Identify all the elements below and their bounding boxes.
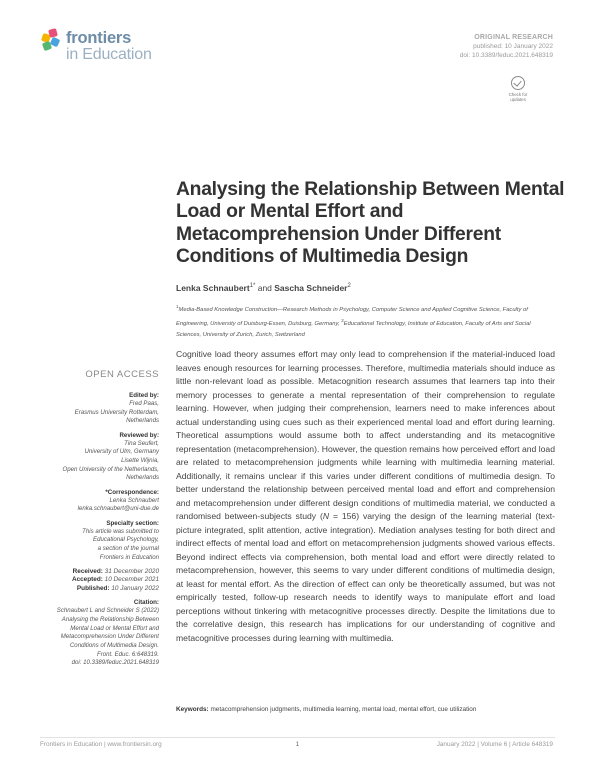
published-date-sidebar: Published: 10 January 2022 xyxy=(76,585,159,593)
reviewer-line: University of Ulm, Germany xyxy=(84,448,159,456)
editor-line: Fred Paas, xyxy=(129,400,159,407)
reviewer-line: Tina Seufert, xyxy=(124,439,159,447)
reviewer-line: Netherlands xyxy=(126,474,159,482)
author-1[interactable]: Lenka Schnaubert xyxy=(176,283,250,293)
specialty-line: This article was submitted to xyxy=(82,527,159,535)
citation-line: Schnaubert L and Schneider S (2022) xyxy=(56,607,159,615)
page-number: 1 xyxy=(295,741,300,748)
reviewed-by-heading: Reviewed by: xyxy=(119,431,159,439)
footer-divider xyxy=(40,737,555,738)
affiliations xyxy=(176,302,556,341)
check-for-updates-badge[interactable] xyxy=(503,76,533,106)
correspondence-heading: *Correspondence: xyxy=(105,488,159,496)
specialty-heading: Specialty section: xyxy=(106,519,159,527)
specialty-line: Frontiers in Education xyxy=(99,553,159,561)
check-updates-icon xyxy=(511,76,525,90)
received-date: Received: 31 December 2020 xyxy=(72,567,159,575)
correspondence-email[interactable]: lenka.schnaubert@uni-due.de xyxy=(77,505,159,513)
article-sidebar xyxy=(40,369,159,668)
editor-line: Erasmus University Rotterdam, xyxy=(74,408,159,416)
affiliation-2-sup: 2 xyxy=(341,317,344,323)
doi-link[interactable]: doi: 10.3389/feduc.2021.648319 xyxy=(459,52,553,59)
author-2[interactable]: Sascha Schneider xyxy=(274,283,348,293)
reviewer-line: Open University of the Netherlands, xyxy=(62,465,159,473)
specialty-line: a section of the journal xyxy=(97,544,159,552)
journal-name-line2: in Education xyxy=(66,46,152,63)
citation-line: Analysing the Relationship Between xyxy=(61,615,159,623)
edited-by-heading: Edited by: xyxy=(129,392,159,399)
correspondence-name: Lenka Schnaubert xyxy=(109,496,159,504)
open-access-label: OPEN ACCESS xyxy=(85,369,159,380)
citation-line: Metacomprehension Under Different xyxy=(60,633,159,641)
article-title: Analysing the Relationship Between Mental Load or Mental Effort and Metacomprehension Under Different Conditions of Multimedia Design xyxy=(176,179,565,267)
citation-line: Mental Load or Mental Effort and xyxy=(70,624,159,632)
keywords xyxy=(176,706,476,713)
affiliation-2: Educational Technology, Institute of Education, Faculty of Arts and Social Sciences, University of Zurich, Zurich, Switzerland xyxy=(176,320,531,338)
accepted-date: Accepted: 10 December 2021 xyxy=(71,576,159,584)
citation-line: Conditions of Multimedia Design. xyxy=(69,641,159,649)
affiliation-1-sup: 1 xyxy=(176,304,179,309)
author-list xyxy=(176,283,351,293)
journal-logo[interactable] xyxy=(40,26,190,66)
author-1-sup: 1* xyxy=(249,283,256,290)
updates-label-line2: updates xyxy=(510,97,526,102)
authors-conjunction: and xyxy=(255,283,275,293)
keywords-label: Keywords: xyxy=(176,706,209,713)
editor-line: Netherlands xyxy=(126,417,159,425)
footer-journal-link[interactable]: Frontiers in Education | www.frontiersin.org xyxy=(40,741,162,748)
reviewer-line: Lisette Wijnia, xyxy=(121,457,159,465)
keywords-list: metacomprehension judgments, multimedia learning, mental load, mental effort, cue utilization xyxy=(208,706,477,713)
journal-name-line1: frontiers xyxy=(66,29,132,47)
frontiers-logo-icon xyxy=(40,28,62,52)
updates-label-line1: Check for xyxy=(508,92,528,97)
affiliation-1: Media-Based Knowledge Construction—Research Methods in Psychology, Computer Science and Applied Cognitive Science, Faculty of Engineering, University of Duisburg-Essen, Duisburg, Germany, xyxy=(176,306,528,327)
citation-doi[interactable]: doi: 10.3389/feduc.2021.648319 xyxy=(71,659,159,667)
specialty-line: Educational Psychology, xyxy=(93,536,159,544)
article-meta xyxy=(460,33,553,60)
abstract-text: Cognitive load theory assumes effort may only lead to comprehension if the material-induced load leaves enough resources for learning processes. Therefore, multimedia materials should induce as little non-relevant load as possible. Metacognition research assumes that learners tap into their memory processes to generate a mental representation of their comprehension to regulate learning. However, when judging their comprehension, learners need to make inferences about actual understanding using cues such as their experienced mental load and effort during learning. Theoretical assumptions would assume both to affect understanding and its metacognitive representation (metacomprehension). However, the question remains how perceived effort and load are related to metacomprehension judgments while learning with multimedia learning material. Additionally, it remains unclear if this varies under different conditions of multimedia design. To better understand the relationship between perceived mental load and effort and comprehension and metacomprehension under different design conditions of multimedia material, we conducted a randomised between-subjects study (N = 156) varying the design of the learning material (text-picture integrated, split attention, active integration). Mediation analyses testing for both direct and indirect effects of mental load and effort on metacomprehension judgments showed various effects. Beyond indirect effects via comprehension, both mental load and effort were directly related to metacomprehension, however, this seems to vary under different conditions of multimedia design, at least for mental effort. As the direction of effect can only be theoretically assumed, but was not empirically tested, follow-up research needs to identify ways to manipulate effort and load perceptions without tinkering with metacognitive processes directly. Despite the limitations due to the correlative design, this research has implications for our understanding of cognitive and metacognitive processes during learning with multimedia. xyxy=(176,349,555,643)
citation-heading: Citation: xyxy=(133,599,159,607)
article-type: ORIGINAL RESEARCH xyxy=(474,34,553,41)
published-date: published: 10 January 2022 xyxy=(473,43,553,50)
author-2-sup: 2 xyxy=(347,283,351,290)
footer-issue-info: January 2022 | Volume 6 | Article 648319 xyxy=(436,741,553,748)
citation-line: Front. Educ. 6:648319. xyxy=(97,650,159,658)
